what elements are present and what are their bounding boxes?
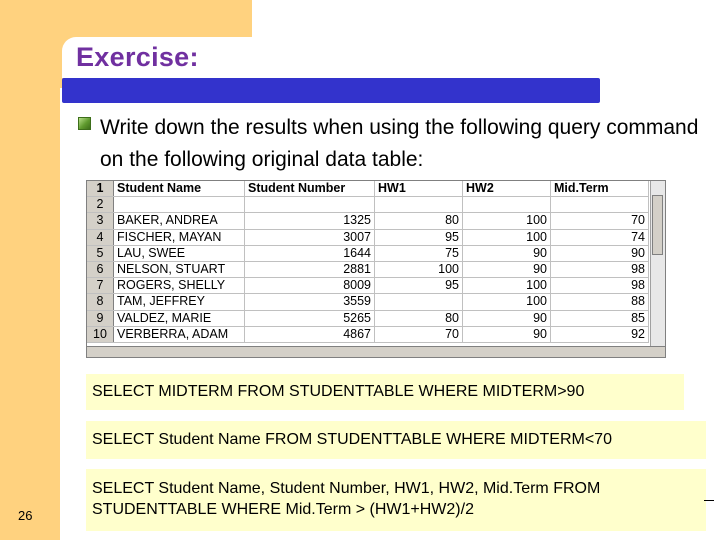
slide-title: Exercise: [76, 42, 199, 72]
row-number: 9 [87, 310, 114, 326]
table-row [87, 213, 649, 229]
row-number: 10 [87, 326, 114, 342]
title-bar-decoration [62, 78, 600, 103]
cell: 95 [375, 278, 463, 294]
page-number: 26 [18, 508, 33, 523]
sheet-tabs-bar [87, 346, 665, 357]
cell: VALDEZ, MARIE [114, 310, 245, 326]
cell: 100 [375, 261, 463, 277]
row-number: 4 [87, 229, 114, 245]
cell: 88 [551, 294, 649, 310]
cell: NELSON, STUART [114, 261, 245, 277]
cell: 92 [551, 326, 649, 342]
row-number: 7 [87, 278, 114, 294]
cell: LAU, SWEE [114, 245, 245, 261]
query-2-text: SELECT Student Name FROM STUDENTTABLE WHERE MIDTERM<70 [92, 431, 612, 448]
cell: 8009 [245, 278, 375, 294]
cell [375, 294, 463, 310]
column-header: Student Name [114, 181, 245, 197]
table-row [87, 261, 649, 277]
cell: 2881 [245, 261, 375, 277]
vertical-scrollbar [650, 181, 665, 357]
query-1-box [86, 374, 684, 410]
cell: 90 [463, 326, 551, 342]
cell: 4867 [245, 326, 375, 342]
cell: 100 [463, 213, 551, 229]
row-number: 1 [87, 181, 114, 197]
cell: 100 [463, 229, 551, 245]
cell: ROGERS, SHELLY [114, 278, 245, 294]
cell: FISCHER, MAYAN [114, 229, 245, 245]
cell [551, 197, 649, 213]
cell [245, 197, 375, 213]
cell: 100 [463, 278, 551, 294]
column-header: HW2 [463, 181, 551, 197]
table-row [87, 245, 649, 261]
cell: 90 [463, 245, 551, 261]
cell: TAM, JEFFREY [114, 294, 245, 310]
cell: 95 [375, 229, 463, 245]
cell: 98 [551, 261, 649, 277]
cell: 98 [551, 278, 649, 294]
row-number: 6 [87, 261, 114, 277]
cell: VERBERRA, ADAM [114, 326, 245, 342]
cell: 80 [375, 310, 463, 326]
cell: 5265 [245, 310, 375, 326]
cell: 3007 [245, 229, 375, 245]
column-header: Student Number [245, 181, 375, 197]
column-header: Mid.Term [551, 181, 649, 197]
query-3-box [86, 469, 706, 531]
cell: 90 [551, 245, 649, 261]
bullet-text: Write down the results when using the following query command on the following original data table: [100, 116, 699, 171]
query-3-line-2: STUDENTTABLE WHERE Mid.Term > (HW1+HW2)/2 [92, 501, 474, 518]
table-row [87, 310, 649, 326]
table-row [87, 326, 649, 342]
table-row [87, 197, 649, 213]
row-number: 3 [87, 213, 114, 229]
table-row [87, 229, 649, 245]
table-row [87, 294, 649, 310]
row-number: 5 [87, 245, 114, 261]
cell [375, 197, 463, 213]
cell: 1644 [245, 245, 375, 261]
table-row [87, 278, 649, 294]
row-number: 8 [87, 294, 114, 310]
cell: 85 [551, 310, 649, 326]
query-2-box [86, 421, 706, 459]
cell [463, 197, 551, 213]
cell: 90 [463, 261, 551, 277]
scrollbar-thumb [652, 195, 663, 255]
cell: 80 [375, 213, 463, 229]
cell: BAKER, ANDREA [114, 213, 245, 229]
cell: 70 [551, 213, 649, 229]
left-strip-decoration [0, 88, 60, 540]
cell [114, 197, 245, 213]
bullet-icon [78, 117, 91, 130]
cell: 74 [551, 229, 649, 245]
query-3-line-1: SELECT Student Name, Student Number, HW1, HW2, Mid.Term FROM [92, 480, 601, 497]
spreadsheet-image [86, 180, 666, 358]
cell: 100 [463, 294, 551, 310]
cell: 70 [375, 326, 463, 342]
column-header: HW1 [375, 181, 463, 197]
cell: 75 [375, 245, 463, 261]
edge-mark-decoration [704, 500, 714, 501]
cell: 90 [463, 310, 551, 326]
row-number: 2 [87, 197, 114, 213]
query-1-text: SELECT MIDTERM FROM STUDENTTABLE WHERE MIDTERM>90 [92, 383, 585, 400]
cell: 3559 [245, 294, 375, 310]
spreadsheet-header-row [87, 181, 649, 197]
cell: 1325 [245, 213, 375, 229]
